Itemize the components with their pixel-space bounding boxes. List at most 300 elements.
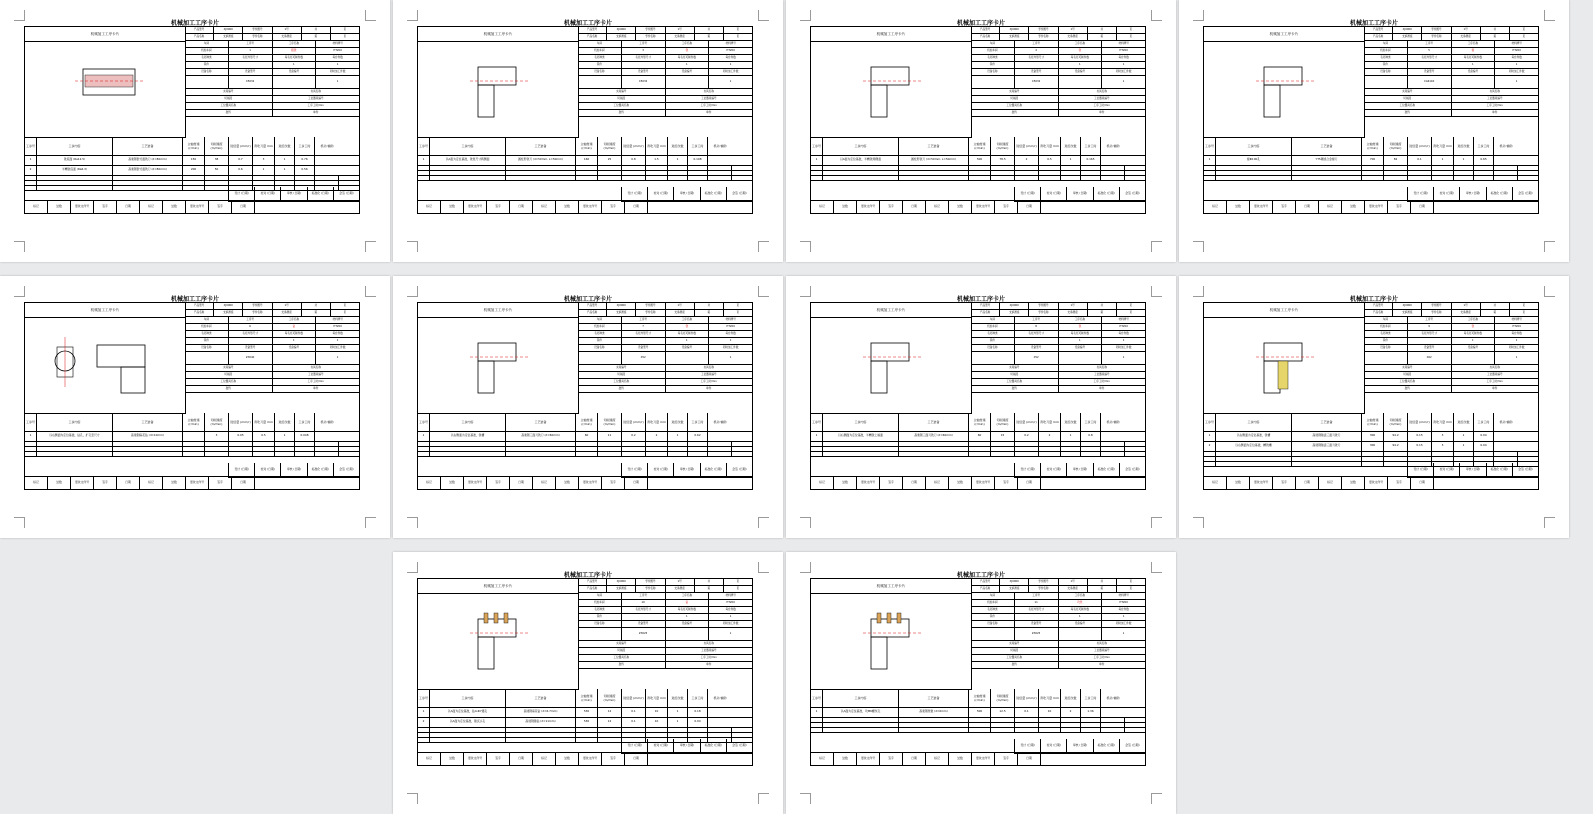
column-header: 工步号 [25,413,37,431]
table-cell: 1 [418,707,430,717]
info-cell: 11 [1015,600,1059,606]
column-header: 工步号 [418,689,430,707]
column-header: 背吃刀量 mm [253,413,275,431]
info-table [578,303,752,413]
info-cell: X62 [1408,352,1452,364]
column-header: 工步号 [811,413,823,431]
table-cell: 1.36 [1081,707,1101,717]
approval-cell: 设计 (日期) [1015,187,1041,201]
info-cell: 车间 [971,317,1015,323]
revision-cell: 日期 [117,201,140,213]
info-cell: 机加车间 [971,48,1015,54]
info-cell: 工序工时/min [700,380,717,383]
table-cell: 高速钢丝锥 (d=6mm) [899,707,969,717]
info-cell: 设备型号 [1015,345,1059,351]
table-cell [1454,175,1474,180]
info-table [578,579,752,689]
info-cell: 1 [1452,338,1496,344]
info-cell: 页 [1129,304,1133,307]
revision-cell: 日期 [903,201,926,213]
approval-cell: 会签 (日期) [1518,467,1533,472]
info-cell: 工序名称 [273,41,317,47]
approval-cell: 审核 (日期) [674,187,700,201]
info-cell: 每毛坯可制件数 [666,607,710,613]
card-title: 机械加工工序卡片 [170,20,219,27]
info-cell: 毛坯外形尺寸 [1408,55,1452,61]
header-label: 机械加工工序卡片 [811,579,972,594]
info-cell: 铸件 [578,614,622,620]
info-cell: 页 [736,35,740,38]
info-cell: 工序名称 [273,317,317,323]
info-cell: 工位器具编号 [1486,97,1503,100]
revision-cell: 处数 [1342,201,1365,213]
info-row [578,655,752,662]
equipment-row [1364,76,1538,89]
table-cell: 2 [1015,155,1039,165]
column-header: 工艺装备 [113,413,183,431]
info-cell: 页 [1522,304,1526,307]
info-row [971,324,1145,331]
column-header: 工艺装备 [506,413,576,431]
approval-cell: 审核 (日期) [1460,463,1486,477]
table-cell [969,451,991,456]
info-cell: 材料牌号 [1118,594,1129,597]
info-cell: 设备编号 [273,345,317,351]
revision-cell: 签字 [995,753,1018,765]
revision-cell: 更改文件号 [972,201,995,213]
table-cell [823,727,899,732]
column-header: 切削速度 (m/min) [991,413,1015,431]
table-row [418,451,752,457]
info-row [185,365,359,372]
table-cell: 2 [1204,441,1216,451]
revision-cell: 处数 [949,753,972,765]
table-cell: 0.15 [1408,441,1432,451]
info-cell: 工序号 [1408,317,1452,323]
operations-header [811,413,1145,432]
revision-cell: 日期 [510,477,533,489]
part-drawing [1204,317,1364,413]
table-cell [25,451,37,456]
info-row [971,317,1145,324]
process-card [417,302,753,490]
column-header: 机动 辅助 [1106,420,1120,424]
process-card [1203,302,1539,490]
column-header: 主轴转速 (r/min) [969,689,991,707]
equipment-row [185,76,359,89]
info-cell: HT200 [726,325,735,328]
table-cell [253,451,275,456]
table-cell: 1 [253,165,275,175]
table-cell: 以右侧面为定位基准，精铣槽 [1216,441,1292,451]
info-cell: 材料牌号 [332,318,343,321]
info-cell: 毛坯外形尺寸 [1015,55,1059,61]
part-drawing [25,41,185,137]
info-cell: 钻 [273,324,317,330]
table-cell: 高速钢麻花钻 (d=6.7mm) [506,707,576,717]
column-header: 主轴转速 (r/min) [1362,137,1384,155]
info-cell: 机加车间 [578,600,622,606]
info-cell: 同时加工件数 [722,70,739,73]
revision-cell: 签字 [602,201,625,213]
info-cell: 产品名称 [185,310,214,316]
info-cell: 工序工时/min [1093,104,1110,107]
info-cell: 设备编号 [1452,345,1496,351]
table-cell [1101,451,1125,456]
info-cell: 1 [729,339,732,342]
info-row [185,386,359,393]
info-cell: 1 [1122,80,1125,83]
revision-cell: 处数 [1227,201,1250,213]
info-cell: 页 [1129,580,1133,583]
info-cell: 支承滑座 [1452,310,1481,316]
info-cell: 共 [1481,303,1510,309]
column-header: 工艺装备 [1292,137,1362,155]
info-cell: 每台件数 [1118,56,1129,59]
table-cell: 0.7 [229,155,253,165]
info-cell [1364,76,1408,88]
revision-cell: 处数 [441,753,464,765]
table-cell: 50 [205,165,229,175]
part-drawing [25,317,185,413]
info-cell: XJ0000 [607,27,636,33]
info-cell: 工位器具编号 [307,373,324,376]
info-row [578,89,752,96]
info-row [971,655,1145,662]
info-cell: 单件 [313,111,319,114]
revision-cell: 更改文件号 [972,477,995,489]
column-header: 进给量 (mm/r) [1015,689,1039,707]
info-cell: 共 [1088,303,1117,309]
approval-cell: 标准化 (日期) [1094,739,1120,753]
table-cell [1494,431,1518,441]
table-cell: 1 [275,431,295,441]
approval-cell: 设计 (日期) [622,463,648,477]
info-cell: 设备型号 [1408,345,1452,351]
approval-cell: 会签 (日期) [732,743,747,748]
table-cell [1101,155,1125,165]
info-cell [578,628,622,640]
info-row [971,586,1145,593]
table-cell [1061,175,1081,180]
info-cell: 切削液 [578,372,666,378]
info-cell: 工序号 [622,41,666,47]
info-cell: HT200 [1119,49,1128,52]
table-row [811,727,1145,733]
info-cell: X52 [622,352,666,364]
column-header: 主轴转速 (r/min) [969,413,991,431]
info-row [1364,386,1538,393]
info-cell: 页 [736,580,740,583]
info-cell: 产品名称 [971,34,1000,40]
revision-cell: 日期 [117,477,140,489]
info-cell: 1 [273,338,317,344]
approval-cell: 设计 (日期) [1015,739,1041,753]
approval-cell: 审核 (日期) [1067,187,1093,201]
column-header: 切削速度 (m/min) [205,137,229,155]
info-cell: 铸件 [185,338,229,344]
info-cell: 机加车间 [578,48,622,54]
info-row [1364,303,1538,310]
info-cell: 工序工时/min [700,104,717,107]
info-cell: 每毛坯可制件数 [666,55,710,61]
table-cell [1039,727,1061,732]
revision-cell: 标记 [1204,477,1227,489]
drawing-area [1204,317,1365,414]
revision-cell: 更改文件号 [972,753,995,765]
card-title: 机械加工工序卡片 [1349,20,1398,27]
info-cell: 工序名称 [666,593,710,599]
info-row [971,365,1145,372]
info-row [1364,62,1538,69]
column-header: 工步号 [25,137,37,155]
info-cell: 第 [1088,34,1117,40]
info-cell: 产品型号 [971,579,1000,585]
table-cell [113,451,183,456]
column-header: 进给次数 [668,689,688,707]
info-cell: 设备编号 [1059,345,1103,351]
info-cell: 铸件 [185,62,229,68]
info-cell: 1 [1515,339,1518,342]
info-cell: 产品名称 [578,34,607,40]
info-cell: 同时加工件数 [329,346,346,349]
info-cell: 支承滑座 [1393,34,1422,40]
info-cell: 页 [1129,311,1133,314]
column-header: 工步内容 [823,137,899,155]
info-cell: 每台件数 [1511,332,1522,335]
info-row [971,641,1145,648]
revision-cell: 日期 [1018,753,1041,765]
info-row [971,48,1145,55]
info-row [1364,55,1538,62]
approval-cell: 标准化 (日期) [701,187,727,201]
approval-cell: 校对 (日期) [1434,463,1460,477]
table-cell [1061,451,1081,456]
info-row [971,345,1145,352]
card-title: 机械加工工序卡片 [563,20,612,27]
table-cell [315,451,339,456]
table-cell: 高速钢三面刃铣刀 (d=60mm) [506,431,576,441]
info-cell [1364,352,1408,364]
table-cell [506,451,576,456]
info-cell: 产品型号 [1364,27,1393,33]
info-cell: 零件名称 [636,310,665,316]
info-cell: 准终 [578,662,666,668]
table-cell [646,175,668,180]
info-cell: 铸件 [971,614,1015,620]
info-cell: 切削液 [971,372,1059,378]
column-header: 工艺装备 [113,137,183,155]
info-cell: HT200 [1512,49,1521,52]
revision-cell: 签字 [995,477,1018,489]
info-cell: 1号 [1452,27,1481,33]
table-cell [576,175,598,180]
table-cell: 0.2 [1015,431,1039,441]
column-header: 背吃刀量 mm [646,413,668,431]
revision-cell: 更改文件号 [857,753,880,765]
info-cell: 第 [1481,34,1510,40]
table-cell: 700 [1362,155,1384,165]
signature-block [418,463,752,489]
info-cell: 页 [736,311,740,314]
info-cell: 支承滑座 [607,586,636,592]
info-cell: 同时加工件数 [1508,346,1525,349]
info-cell: 夹具编号 [971,89,1059,95]
info-cell: 1 [336,80,339,83]
info-cell: 工位器具名称 [578,103,666,109]
info-cell: 准终 [971,386,1059,392]
info-cell: 页 [736,304,740,307]
table-cell: 镗Φ100孔 [1216,155,1292,165]
info-cell: 支承滑座 [607,34,636,40]
info-cell: 页 [343,28,347,31]
info-cell: 工位器具名称 [1364,103,1452,109]
info-row [1364,317,1538,324]
info-cell: 工序号 [229,41,273,47]
column-header: 工步内容 [1216,137,1292,155]
header-label: 机械加工工序卡片 [811,27,972,42]
document-page [0,276,390,538]
info-cell: 铸件 [971,338,1015,344]
info-cell: 零件名称 [243,310,272,316]
revision-cell: 签字 [209,477,232,489]
revision-cell: 标记 [25,477,48,489]
table-cell: 200 [183,165,205,175]
info-cell: 工序名称 [1452,41,1496,47]
info-cell: 毛坯种类 [971,607,1015,613]
drawing-area [418,593,579,690]
table-cell: 11 [598,431,622,441]
revision-cell: 更改文件号 [579,753,602,765]
table-cell [1081,451,1101,456]
info-cell: 工序工时/min [700,656,717,659]
info-cell: 页 [343,311,347,314]
info-cell: 支承滑座 [1059,586,1088,592]
info-row [1364,338,1538,345]
column-header: 切削速度 (m/min) [991,137,1015,155]
table-cell: 0.8 [622,155,646,165]
table-cell [1101,707,1125,717]
table-cell [205,451,229,456]
approval-cell: 会签 (日期) [339,191,354,196]
drawing-area [418,317,579,414]
revision-cell: 签字 [487,201,510,213]
table-cell: 高速钢套式面铣刀 (d=80mm) [113,165,183,175]
table-cell: 2 [418,717,430,727]
column-header: 工步内容 [1216,413,1292,431]
info-cell: 切削液 [1364,372,1452,378]
table-cell: 1.5 [646,155,668,165]
info-cell: 每毛坯可制件数 [1059,331,1103,337]
info-cell: 单件 [313,387,319,390]
info-cell: 页 [1129,587,1133,590]
table-cell: 0.198 [688,155,708,165]
info-cell: 1 [336,339,339,342]
operations-header [1204,413,1538,432]
column-header: 进给量 (mm/r) [622,689,646,707]
approval-cell: 审核 (日期) [1460,187,1486,201]
revision-row [418,752,752,765]
info-cell: 夹具名称 [1096,366,1107,369]
info-cell: 工位器具名称 [971,103,1059,109]
info-row [971,614,1145,621]
table-cell: 高速钢错齿三面刃铣刀 [1292,441,1362,451]
info-cell: 机加车间 [1364,324,1408,330]
info-row [1364,27,1538,34]
table-cell: 0.1 [622,707,646,717]
info-row [578,331,752,338]
crop-mark [365,517,376,528]
info-cell: 支承滑座 [607,310,636,316]
info-row [185,69,359,76]
info-cell: 粗铣 [273,48,317,54]
crop-mark [1193,517,1204,528]
revision-cell: 标记 [418,201,441,213]
info-cell: 夹具名称 [1489,90,1500,93]
info-cell: HT200 [726,601,735,604]
info-row [185,372,359,379]
info-cell: 页 [343,35,347,38]
part-drawing [811,317,971,413]
revision-cell: 处数 [1227,477,1250,489]
approval-cell: 校对 (日期) [1041,739,1067,753]
table-cell [899,175,969,180]
info-cell: 零件名称 [1029,34,1058,40]
info-table [1364,27,1538,137]
info-row [971,662,1145,669]
table-cell [823,175,899,180]
info-cell: CA6140 [1408,76,1452,88]
table-cell: 以A面为定位基准，攻M6螺纹孔 [823,707,899,717]
table-cell [991,727,1015,732]
info-row [971,69,1145,76]
table-cell: 高速钢错齿三面刃铣刀 [1292,431,1362,441]
table-cell: 1 [1454,431,1474,441]
info-cell: 设备型号 [1015,69,1059,75]
approval-cell: 设计 (日期) [1408,463,1434,477]
info-cell: 零件图号 [636,579,665,585]
revision-cell: 签字 [1388,477,1411,489]
table-cell: 0.76 [295,155,315,165]
approval-cell: 设计 (日期) [1408,187,1434,201]
info-cell: 产品名称 [971,586,1000,592]
column-header: 工步内容 [430,689,506,707]
info-table [185,27,359,137]
approval-cell: 校对 (日期) [255,187,281,201]
revision-cell: 日期 [232,477,255,489]
info-row [971,331,1145,338]
info-cell: 零件名称 [243,34,272,40]
info-cell: 10 [622,600,666,606]
info-cell: 1 [729,615,732,618]
info-row [971,386,1145,393]
table-cell: 以右侧面为定位基准，铣槽 [1216,431,1292,441]
column-header: 背吃刀量 mm [253,137,275,155]
info-cell: 切削液 [1364,96,1452,102]
revision-cell: 更改文件号 [186,477,209,489]
info-cell: 设备编号 [1059,69,1103,75]
equipment-row [578,628,752,641]
info-cell: 支承滑座 [1059,34,1088,40]
info-cell: 毛坯外形尺寸 [1408,331,1452,337]
column-header: 进给次数 [1061,689,1081,707]
table-cell: 0.5 [253,431,275,441]
info-cell: 设备编号 [1452,69,1496,75]
info-cell: 1号 [666,27,695,33]
revision-cell: 更改文件号 [71,477,94,489]
info-cell: 准终 [578,386,666,392]
info-cell: 设备名称 [971,69,1015,75]
